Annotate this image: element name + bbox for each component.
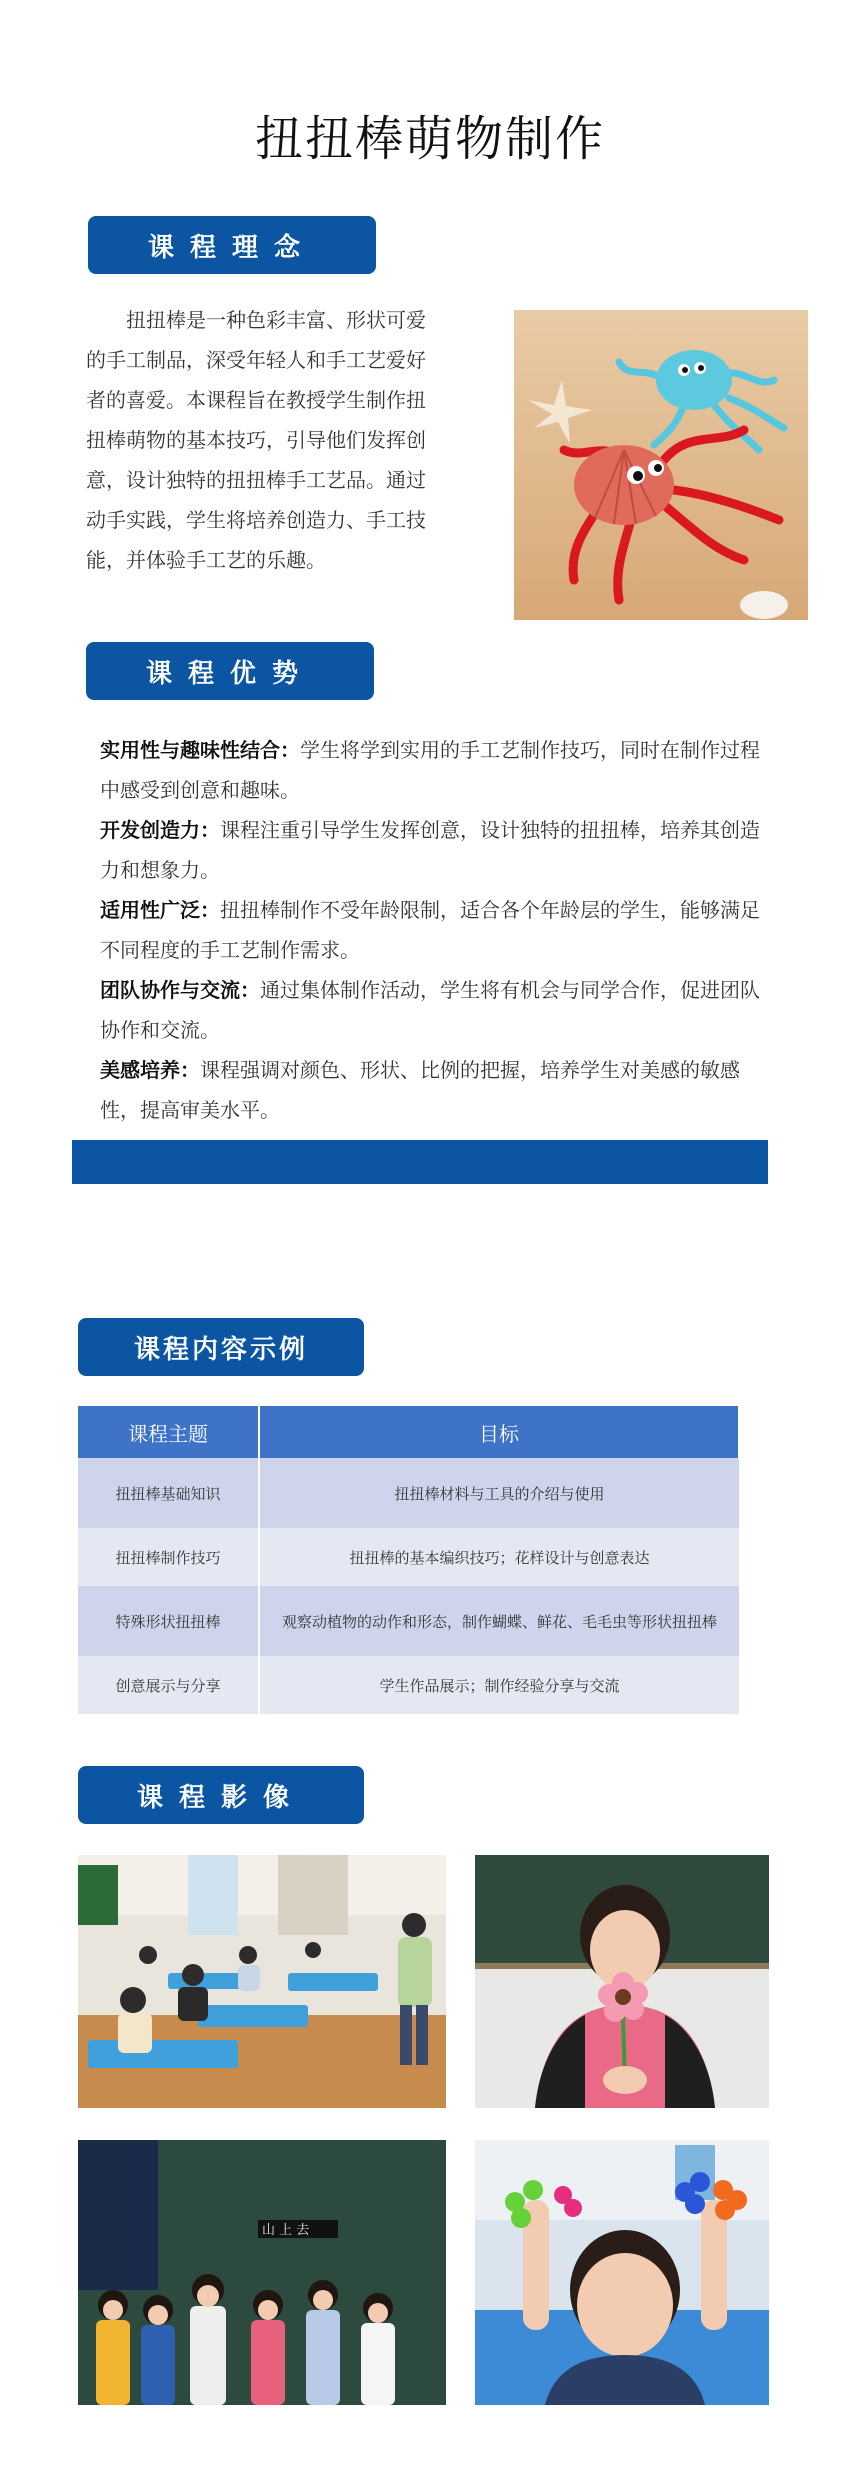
girl-flower-photo xyxy=(475,1855,769,2108)
advantage-desc: 扭扭棒制作不受年龄限制，适合各个年龄层的学生，能够满足不同程度的手工艺制作需求。 xyxy=(100,898,760,962)
classroom-illustration xyxy=(78,1855,446,2108)
boy-finger-craft-illustration xyxy=(475,2140,769,2405)
advantage-term: 开发创造力： xyxy=(100,818,220,842)
table-cell-topic: 扭扭棒制作技巧 xyxy=(78,1528,259,1586)
table-cell-topic: 扭扭棒基础知识 xyxy=(78,1458,259,1528)
advantage-term: 美感培养： xyxy=(100,1058,200,1082)
section-title-concept: 课程理念 xyxy=(88,216,376,274)
advantage-term: 适用性广泛： xyxy=(100,898,220,922)
table-cell-topic: 创意展示与分享 xyxy=(78,1656,259,1714)
table-cell-goal: 观察动植物的动作和形态，制作蝴蝶、鲜花、毛毛虫等形状扭扭棒 xyxy=(259,1586,739,1656)
table-cell-topic: 特殊形状扭扭棒 xyxy=(78,1586,259,1656)
advantage-item xyxy=(100,810,760,890)
intro-paragraph: 扭扭棒是一种色彩丰富、形状可爱的手工制品，深受年轻人和手工艺爱好者的喜爱。本课程旨在教授学生制作扭扭棒萌物的基本技巧，引导他们发挥创意，设计独特的扭扭棒手工艺品。通过动手实践，学生将培养创造力、手工技能，并体验手工艺的乐趣。 xyxy=(86,308,426,572)
section-title-content: 课程内容示例 xyxy=(78,1318,364,1376)
divider-bar xyxy=(72,1140,768,1184)
advantage-term: 实用性与趣味性结合： xyxy=(100,738,300,762)
advantages-list xyxy=(100,730,760,1130)
page-title: 扭扭棒萌物制作 xyxy=(254,111,605,167)
section-title-advantage: 课程优势 xyxy=(86,642,374,700)
advantage-item xyxy=(100,730,760,810)
table-row xyxy=(78,1458,739,1528)
table-header-goal: 目标 xyxy=(259,1406,739,1458)
advantage-desc: 课程强调对颜色、形状、比例的把握，培养学生对美感的敏感性，提高审美水平。 xyxy=(100,1058,740,1122)
course-content-table xyxy=(78,1406,740,1714)
table-row xyxy=(78,1586,739,1656)
advantage-item xyxy=(100,890,760,970)
table-row xyxy=(78,1528,739,1586)
chalkboard-text: 山 上 去 xyxy=(262,2223,310,2238)
advantage-desc: 课程注重引导学生发挥创意，设计独特的扭扭棒，培养其创造力和想象力。 xyxy=(100,818,760,882)
classroom-photo xyxy=(78,1855,446,2108)
table-cell-goal: 扭扭棒材料与工具的介绍与使用 xyxy=(259,1458,739,1528)
table-row xyxy=(78,1656,739,1714)
section-title-images: 课程影像 xyxy=(78,1766,364,1824)
table-cell-goal: 学生作品展示；制作经验分享与交流 xyxy=(259,1656,739,1714)
advantage-item xyxy=(100,970,760,1050)
group-kids-photo xyxy=(78,2140,446,2405)
crab-craft-photo xyxy=(514,310,808,620)
table-header-row xyxy=(78,1406,739,1458)
table-header-topic: 课程主题 xyxy=(78,1406,259,1458)
table-cell-goal: 扭扭棒的基本编织技巧；花样设计与创意表达 xyxy=(259,1528,739,1586)
girl-flower-illustration xyxy=(475,1855,769,2108)
group-kids-illustration xyxy=(78,2140,446,2405)
boy-finger-craft-photo xyxy=(475,2140,769,2405)
advantage-term: 团队协作与交流： xyxy=(100,978,260,1002)
advantage-desc: 学生将学到实用的手工艺制作技巧，同时在制作过程中感受到创意和趣味。 xyxy=(100,738,760,802)
crab-craft-illustration xyxy=(514,310,808,620)
advantage-item xyxy=(100,1050,760,1130)
advantage-desc: 通过集体制作活动，学生将有机会与同学合作，促进团队协作和交流。 xyxy=(100,978,760,1042)
